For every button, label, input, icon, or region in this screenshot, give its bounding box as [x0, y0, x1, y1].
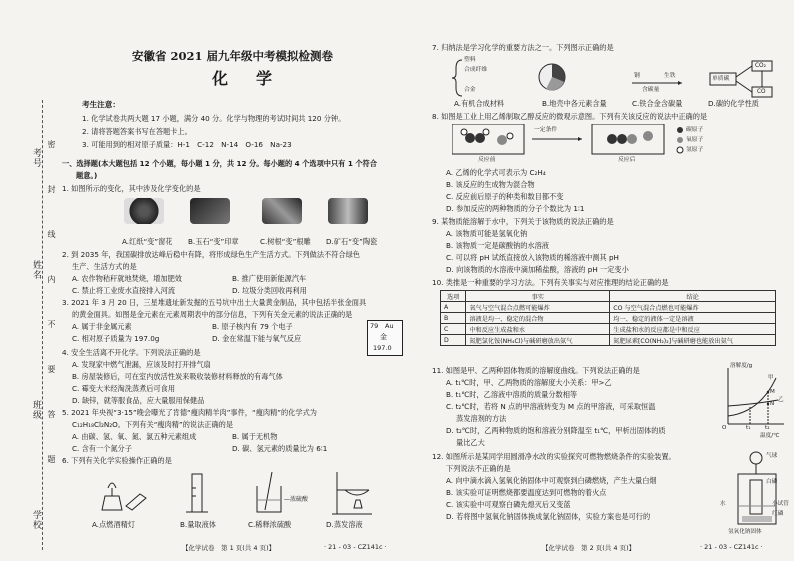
q5-option-d: D. 碳、氢元素的质量比为 6∶1 — [232, 444, 328, 453]
seal-line — [42, 100, 43, 550]
t2-label: t₂ — [765, 425, 770, 431]
q7-label-pig-iron: 生铁 — [664, 73, 676, 79]
q11-option-b: B. t₁℃时，乙溶液中溶质的质量分数相等 — [446, 390, 578, 399]
jade-seal-image — [190, 198, 230, 224]
ceramic-image — [328, 198, 368, 224]
page-footer-right: 【化学试卷 第 2 页(共 4 页)】 — [542, 544, 636, 552]
question-7: 7. 归纳法是学习化学的重要方法之一。下列图示正确的是 — [432, 43, 614, 52]
q2-option-c: C. 禁止将工业废水直接排入河流 — [72, 286, 176, 295]
q10-table — [440, 290, 776, 346]
question-5: 5. 2021 年央视“3·15”晚会曝光了肯德“瘦肉精羊肉”事件，“瘦肉精”的化学式为 — [62, 408, 317, 417]
table-cell: 中和反应生成盐和水 — [466, 324, 610, 335]
table-header: 选项 — [441, 291, 466, 302]
q8-option-a: A. 乙烯的化学式可表示为 C₂H₄ — [446, 168, 546, 177]
q7-option-a: A.有机合成材料 — [454, 99, 505, 108]
q11-option-a: A. t₁℃时，甲、乙两物质的溶解度大小关系：甲>乙 — [446, 378, 612, 387]
exam-number-label: 考号 — [31, 148, 41, 168]
question-2: 2. 到 2035 年，我国碳排放达峰后稳中有降，将形成绿色生产生活方式。下列做法不符合绿色 — [62, 250, 360, 259]
q12-option-b: B. 该实验可证明燃烧都要温度达到可燃物的着火点 — [446, 488, 607, 497]
solubility-xlabel: 温度/℃ — [760, 433, 780, 439]
q4-option-a: A. 发现家中燃气泄漏，应该及时打开排气扇 — [72, 360, 211, 369]
q4-option-b: B. 房屋装修后，可在室内放活性炭来吸收装修材料释放的有毒气体 — [72, 372, 283, 381]
q9-option-a: A. 该物质可能是氢氧化钠 — [446, 229, 528, 238]
q11-option-c-cont: 蒸发溶剂的方法 — [456, 414, 507, 423]
exam-title: 安徽省 2021 届九年级中考模拟检测卷 — [132, 49, 334, 63]
q6-option-a: A.点燃酒精灯 — [92, 520, 136, 529]
notice-line: 2. 请将答题答案书写在答题卡上。 — [82, 127, 192, 136]
curve-jia: 甲 — [768, 375, 774, 381]
table-cell: 氮肥氯化铵(NH₄Cl)与碱研磨放出氨气 — [466, 335, 610, 346]
paper-code-left: · 21 - 03 - CZ141c · — [324, 543, 387, 551]
table-cell: 氧气与空气混合点燃可能爆炸 — [466, 302, 610, 313]
seal-char: 内 — [47, 275, 56, 283]
q2-option-b: B. 推广使用新能源汽车 — [232, 274, 307, 283]
question-8: 8. 如图是工业上用乙烯制取乙醇反应的微观示意图。下列有关该反应的说法中正确的是 — [432, 112, 708, 121]
question-12: 12. 如图所示是某同学用圆滑净水改的实验探究可燃物燃烧条件的实验装置。 — [432, 452, 676, 461]
legend-oxygen: 氧原子 — [686, 137, 704, 143]
q4-option-d: D. 缺锌，就等服食品，应大量服用保健品 — [72, 396, 205, 405]
table-cell: B — [441, 313, 466, 324]
question-9: 9. 某物质能溶解于水中，下列关于该物质的说法正确的是 — [432, 217, 614, 226]
q8-option-c: C. 反应前后原子的种类和数目都不变 — [446, 192, 564, 201]
q4-option-c: C. 霉变大米经淘洗蒸煮后可食用 — [72, 384, 176, 393]
q7-label-fiber: 合成纤维 — [464, 67, 488, 73]
q7-option-c: C.铁合金含碳量 — [632, 99, 683, 108]
table-cell: C — [441, 324, 466, 335]
question-1: 1. 如图所示的变化，其中涉及化学变化的是 — [62, 184, 201, 193]
q7-label-carbon-content: 含碳量 — [642, 87, 660, 93]
binding-strip — [2, 100, 58, 560]
notice-line: 3. 可能用到的相对原子质量：H-1 C-12 N-14 O-16 Na-23 — [82, 140, 292, 149]
table-header: 结论 — [610, 291, 776, 302]
table-cell: 溶液是均一、稳定的混合物 — [466, 313, 610, 324]
q8-option-b: B. 该反应的生成物为混合物 — [446, 180, 535, 189]
page-footer-left: 【化学试卷 第 1 页(共 4 页)】 — [182, 544, 276, 552]
label-water: 水 — [720, 501, 726, 507]
lab-operations-figure — [62, 468, 422, 520]
q8-after-label: 反应后 — [618, 157, 636, 163]
q6-option-d: D.蒸发溶液 — [326, 520, 363, 529]
seal-char: 不 — [47, 320, 56, 328]
table-row — [441, 302, 776, 313]
question-11: 11. 如图是甲、乙两种固体物质的溶解度曲线。下列说法正确的是 — [432, 366, 640, 375]
table-cell: D — [441, 335, 466, 346]
root-carving-image — [262, 198, 302, 224]
solubility-ylabel: 溶解度/g — [730, 363, 753, 369]
q9-option-d: D. 向该物质的水溶液中滴加稀盐酸，溶液的 pH 一定变小 — [446, 265, 629, 274]
q3-option-a: A. 属于非金属元素 — [72, 322, 132, 331]
q5-option-c: C. 含有一个氮分子 — [72, 444, 132, 453]
q12-option-c: C. 该实验中可观察白磷先熄灭后又变蓝 — [446, 500, 571, 509]
seal-char: 要 — [47, 365, 56, 373]
q9-option-b: B. 该物质一定是碳酸钠的水溶液 — [446, 241, 549, 250]
q8-option-d: D. 参加反应的两种物质的分子个数比为 1∶1 — [446, 204, 585, 213]
atomic-mass: 197.0 — [373, 344, 392, 352]
q9-option-c: C. 可以将 pH 试纸直接放入该物质的稀溶液中测其 pH — [446, 253, 619, 262]
q8-molecule-figure — [452, 124, 752, 160]
q8-condition-label: 一定条件 — [534, 127, 558, 133]
t1-label: t₁ — [746, 425, 751, 431]
question-3-cont: 的黄金面具。如图是金元素在元素周期表中的部分信息，下列有关金元素的说法正确的是 — [72, 310, 353, 319]
q11-option-c: C. t₂℃时，若将 N 点的甲溶液转变为 M 点的甲溶液，可采取恒温 — [446, 402, 656, 411]
atomic-number: 79 — [370, 322, 379, 330]
school-label: 学校 — [31, 510, 41, 530]
q7-label-alloy: 合金 — [464, 87, 476, 93]
element-symbol: Au — [385, 322, 394, 330]
label-small-tube: 小试管 — [772, 501, 789, 507]
q12-option-a: A. 向中滴水滴入氢氧化钠固体中可观察到白磷燃烧，产生大量白烟 — [446, 476, 657, 485]
page-right — [432, 0, 792, 561]
q5-option-a: A. 由碳、氢、氧、氮、氯五种元素组成 — [72, 432, 197, 441]
q3-option-b: B. 原子核内有 79 个电子 — [212, 322, 293, 331]
q11-option-d-cont: 量比乙大 — [456, 438, 485, 447]
seal-char: 封 — [47, 185, 56, 193]
origin-label: O — [722, 425, 727, 431]
page-left — [62, 0, 422, 561]
solubility-curve — [720, 364, 786, 434]
q7-label-co: CO — [757, 89, 766, 95]
q12-option-d: D. 若将图中氢氧化钠固体换成氯化钠固体，实验方案也是可行的 — [446, 512, 651, 521]
section-heading-cont: 题意。) — [76, 171, 98, 180]
q1-option-c: C.树根“变”根雕 — [260, 237, 311, 246]
table-row — [441, 313, 776, 324]
q2-option-a: A. 农作物秸秆就地焚烧，增加肥效 — [72, 274, 182, 283]
section-heading: 一、选择题(本大题包括 12 个小题，每小题 1 分，共 12 分。每小题的 4 个选项中只有 1 个符合 — [62, 159, 377, 168]
gold-element-cell — [367, 320, 403, 356]
q6-option-c: C.稀释浓硫酸 — [248, 520, 292, 529]
q1-option-b: B.玉石“变”印章 — [188, 237, 239, 246]
point-m: M — [770, 389, 775, 395]
table-header-row — [441, 291, 776, 302]
question-12-cont: 下列说法不正确的是 — [446, 464, 511, 473]
paper-cutting-image — [124, 198, 164, 224]
q11-option-d: D. t₂℃时，乙两种物质的饱和溶液分别降温至 t₁℃，甲析出固体的质 — [446, 426, 666, 435]
seal-char: 答 — [47, 410, 56, 418]
seal-char: 题 — [47, 455, 56, 463]
question-5-cont: C₁₂H₁₈Cl₂N₂O。下列有关“瘦肉精”的说法正确的是 — [72, 420, 234, 429]
point-n: N — [770, 401, 775, 407]
question-6: 6. 下列有关化学实验操作正确的是 — [62, 456, 172, 465]
question-4: 4. 安全生活离不开化学。下列说法正确的是 — [62, 348, 201, 357]
notice-title: 考生注意： — [82, 100, 120, 109]
q5-option-b: B. 属于无机物 — [232, 432, 278, 441]
q7-figures — [432, 55, 792, 105]
q8-before-label: 反应前 — [478, 157, 496, 163]
q2-option-d: D. 垃圾分类回收再利用 — [232, 286, 307, 295]
table-row — [441, 335, 776, 346]
label-red-phosphorus: 红磷 — [772, 511, 784, 517]
table-cell: CO 与空气混合点燃也可能爆炸 — [610, 302, 776, 313]
label-naoh: 氢氧化钠固体 — [728, 529, 762, 535]
curve-yi: 乙 — [778, 397, 784, 403]
q7-label-co2: CO₂ — [755, 63, 766, 69]
table-cell: A — [441, 302, 466, 313]
subject-title: 化 学 — [212, 69, 279, 88]
class-label: 班级 — [31, 400, 41, 420]
question-2-cont: 生产、生活方式的是 — [72, 262, 137, 271]
label-balloon: 气球 — [766, 453, 778, 459]
table-cell: 生成盐和水的反应都是中和反应 — [610, 324, 776, 335]
q7-label-plastic: 塑料 — [464, 57, 476, 63]
q7-option-d: D.碳的化学性质 — [708, 99, 759, 108]
notice-line: 1. 化学试卷共两大题 17 小题，满分 40 分。化学与物理的考试时间共 120 分钟。 — [82, 114, 346, 123]
legend-hydrogen: 氢原子 — [686, 147, 704, 153]
seal-char: 密 — [47, 140, 56, 148]
q6-figure-label: —浓硫酸 — [284, 496, 309, 503]
q3-option-c: C. 相对原子质量为 197.0g — [72, 334, 160, 343]
q6-option-b: B.量取液体 — [180, 520, 216, 529]
table-cell: 氮肥尿素[CO(NH₂)₂]与碱研磨也能放出氨气 — [610, 335, 776, 346]
seal-char: 线 — [47, 230, 56, 238]
q1-option-d: D.矿石“变”陶瓷 — [326, 237, 378, 246]
table-row — [441, 324, 776, 335]
q1-option-a: A.红纸“变”窗花 — [122, 237, 173, 246]
q7-label-steel: 钢 — [634, 73, 640, 79]
legend-carbon: 碳原子 — [686, 127, 704, 133]
table-cell: 均一、稳定的液体一定是溶液 — [610, 313, 776, 324]
element-name: 金 — [380, 333, 387, 341]
question-10: 10. 类推是一种重要的学习方法。下列有关事实与对应推理的结论正确的是 — [432, 278, 669, 287]
q7-label-carbon: 单质碳 — [712, 76, 730, 82]
question-3: 3. 2021 年 3 月 20 日，三星堆遗址新发掘的五号坑中出土大量黄金制品，其中包括半张金面具 — [62, 298, 367, 307]
name-label: 姓名 — [31, 260, 41, 280]
q7-option-b: B.地壳中各元素含量 — [542, 99, 607, 108]
paper-code-right: · 21 - 03 - CZ141c · — [700, 543, 763, 551]
label-white-phosphorus: 白磷 — [766, 479, 778, 485]
q3-option-d: D. 金在常温下能与氧气反应 — [212, 334, 302, 343]
table-header: 事实 — [466, 291, 610, 302]
